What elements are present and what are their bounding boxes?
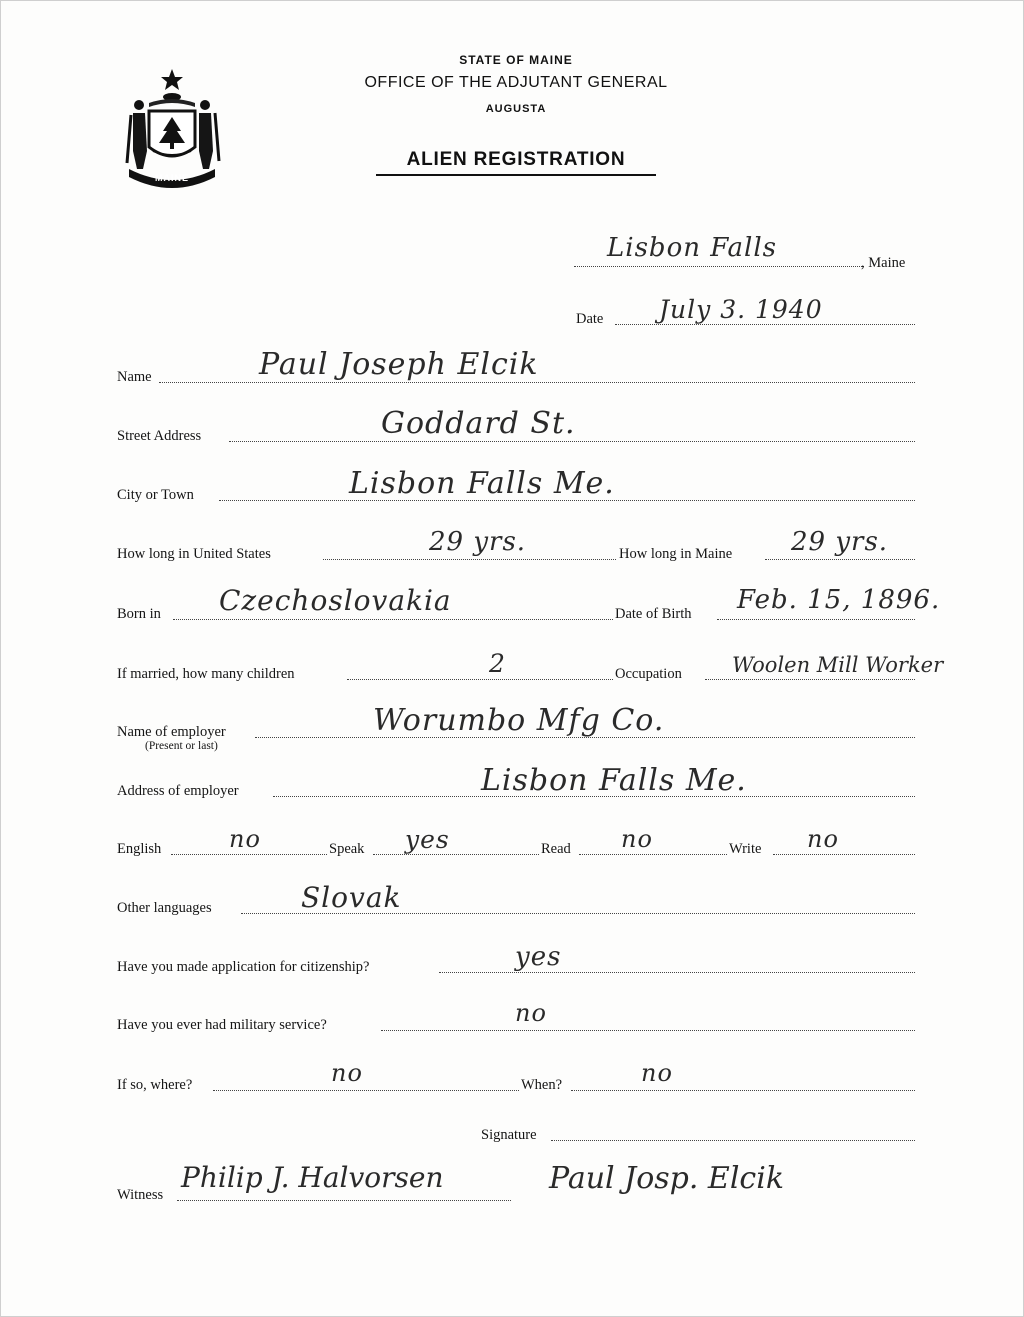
how-long-us-line [323,559,616,560]
seal-banner-text: MAINE [155,173,189,183]
employer-address-label: Address of employer [117,783,239,799]
military-value: no [515,999,547,1027]
when-line [571,1090,915,1091]
when-value: no [641,1059,673,1087]
dob-label: Date of Birth [615,606,692,622]
occupation-label: Occupation [615,666,682,682]
read-line [579,854,727,855]
how-long-maine-value: 29 yrs. [791,527,889,557]
how-long-maine-line [765,559,915,560]
employer-label: Name of employer [117,724,226,740]
english-value: no [229,825,261,853]
children-line [347,679,613,680]
place-line [574,266,864,267]
street-line [229,441,915,442]
maine-seal-emblem [119,65,225,191]
name-value: Paul Joseph Elcik [259,347,539,382]
signature-value: Paul Josp. Elcik [549,1161,785,1196]
date-label: Date [576,311,604,327]
citizenship-label: Have you made application for citizenship? [117,959,370,975]
write-line [773,854,915,855]
where-label: If so, where? [117,1077,193,1093]
occupation-value: Woolen Mill Worker [732,653,944,677]
write-label: Write [729,841,762,857]
date-value: July 3. 1940 [659,295,823,324]
city-town-label: City or Town [117,487,194,503]
speak-value: yes [405,825,450,854]
citizenship-line [439,972,915,973]
dob-value: Feb. 15, 1896. [737,585,941,615]
speak-line [373,854,539,855]
employer-note: (Present or last) [145,740,218,752]
dob-line [717,619,915,620]
witness-line [177,1200,511,1201]
read-value: no [621,825,653,853]
english-label: English [117,841,162,857]
form-title: ALIEN REGISTRATION [376,149,656,176]
signature-label: Signature [481,1127,537,1143]
when-label: When? [521,1077,563,1093]
occupation-line [705,679,915,680]
other-languages-label: Other languages [117,900,212,916]
how-long-us-label: How long in United States [117,546,271,562]
witness-value: Philip J. Halvorsen [181,1161,444,1194]
born-in-line [173,619,613,620]
date-line [615,324,915,325]
city-heading: AUGUSTA [485,103,547,115]
witness-label: Witness [117,1187,164,1203]
how-long-maine-label: How long in Maine [619,546,733,562]
place-value: Lisbon Falls [607,233,777,263]
military-label: Have you ever had military service? [117,1017,327,1033]
write-value: no [807,825,839,853]
read-label: Read [541,841,571,857]
street-value: Goddard St. [381,406,576,441]
office-heading: OFFICE OF THE ADJUTANT GENERAL [364,74,668,91]
name-line [159,382,915,383]
state-heading: STATE OF MAINE [459,53,573,67]
born-in-value: Czechoslovakia [219,584,452,617]
city-town-value: Lisbon Falls Me. [349,466,615,501]
employer-value: Worumbo Mfg Co. [373,703,665,738]
military-line [381,1030,915,1031]
employer-address-value: Lisbon Falls Me. [481,763,747,798]
where-value: no [331,1059,363,1087]
name-label: Name [117,369,152,385]
english-line [171,854,327,855]
children-value: 2 [489,649,506,678]
street-label: Street Address [117,428,202,444]
how-long-us-value: 29 yrs. [429,527,527,557]
where-line [213,1090,519,1091]
born-in-label: Born in [117,606,161,622]
speak-label: Speak [329,841,365,857]
signature-line [551,1140,915,1141]
citizenship-value: yes [515,942,562,972]
children-label: If married, how many children [117,666,295,682]
maine-label: , Maine [861,255,906,271]
other-languages-value: Slovak [301,881,402,914]
